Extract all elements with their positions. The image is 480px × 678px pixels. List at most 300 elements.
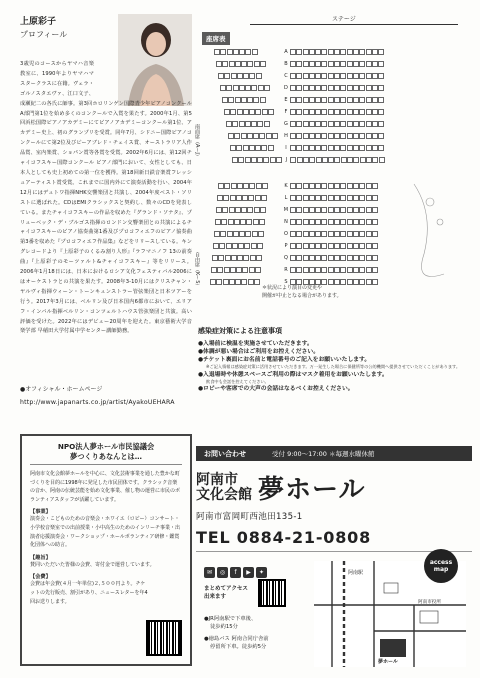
seat	[303, 157, 309, 163]
seat	[242, 195, 248, 201]
seat	[226, 243, 232, 249]
seat	[366, 255, 372, 261]
seat-row	[224, 108, 384, 115]
seat	[309, 49, 315, 55]
seat	[321, 195, 327, 201]
seat	[251, 157, 257, 163]
seat	[328, 183, 334, 189]
seat	[241, 133, 247, 139]
sns-qr-code[interactable]	[258, 579, 286, 607]
seat	[378, 85, 384, 91]
seat	[379, 157, 385, 163]
seat	[290, 157, 296, 163]
seat	[359, 61, 365, 67]
seat	[243, 183, 249, 189]
seat	[247, 207, 253, 213]
map-label-hall: 夢ホール	[378, 659, 398, 665]
seat	[290, 255, 296, 261]
seat	[378, 61, 384, 67]
seat	[264, 85, 270, 91]
seat	[347, 243, 353, 249]
seat	[372, 49, 378, 55]
seat-row	[216, 206, 378, 213]
sns-icons	[204, 567, 267, 578]
seat	[255, 145, 261, 151]
seat	[243, 73, 249, 79]
seat-row-label: B	[284, 60, 288, 67]
seat	[252, 231, 258, 237]
seat	[347, 61, 353, 67]
side-label-free: 自由席（K～S）	[194, 252, 200, 289]
seat	[296, 255, 302, 261]
seat	[236, 195, 242, 201]
seat	[256, 255, 262, 261]
seat	[378, 133, 384, 139]
seat	[309, 157, 315, 163]
seat	[347, 109, 353, 115]
npo-qr-code[interactable]	[146, 620, 182, 656]
seat	[321, 255, 327, 261]
seat	[255, 267, 261, 273]
hall-address: 阿南市富岡町西池田135-1	[196, 512, 303, 522]
instagram-icon[interactable]: ◎	[217, 567, 228, 578]
twitter-icon[interactable]: ✦	[256, 567, 267, 578]
seat	[249, 145, 255, 151]
seat	[309, 133, 315, 139]
seat	[359, 231, 365, 237]
seat	[321, 121, 327, 127]
seat-row	[230, 144, 384, 151]
seat	[353, 219, 359, 225]
seat	[290, 61, 296, 67]
seat	[233, 49, 239, 55]
stage-line	[250, 24, 458, 25]
seat	[334, 219, 340, 225]
seat	[353, 157, 359, 163]
seat	[245, 157, 251, 163]
seat	[328, 267, 334, 273]
seat-row	[214, 230, 378, 237]
seat	[296, 183, 302, 189]
seat	[359, 49, 365, 55]
seat	[328, 73, 334, 79]
seat	[353, 49, 359, 55]
seat	[347, 97, 353, 103]
notice-section	[198, 326, 474, 393]
seat	[237, 73, 243, 79]
seat	[303, 231, 309, 237]
seat	[276, 157, 282, 163]
seat	[246, 219, 252, 225]
seat-row-label: F	[284, 108, 288, 115]
map-label-station: 阿南駅	[348, 570, 364, 576]
access-map[interactable]	[314, 561, 466, 667]
seat	[359, 97, 365, 103]
seat	[215, 219, 221, 225]
seat	[230, 195, 236, 201]
seat	[347, 195, 353, 201]
seat	[372, 97, 378, 103]
seat	[231, 73, 237, 79]
seat	[258, 231, 264, 237]
seat	[303, 85, 309, 91]
seat	[290, 195, 296, 201]
seat	[315, 195, 321, 201]
seat	[321, 207, 327, 213]
seat	[230, 109, 236, 115]
seat	[328, 195, 334, 201]
seat	[315, 49, 321, 55]
seat	[248, 195, 254, 201]
seat	[359, 133, 365, 139]
seat	[322, 157, 328, 163]
seat	[296, 49, 302, 55]
seat	[268, 145, 274, 151]
seat	[334, 49, 340, 55]
seat	[262, 109, 268, 115]
seat	[296, 231, 302, 237]
seat	[334, 207, 340, 213]
seat	[249, 109, 255, 115]
seat	[328, 49, 334, 55]
seat	[372, 61, 378, 67]
seat	[372, 267, 378, 273]
seat-row	[213, 242, 378, 249]
seat	[224, 109, 230, 115]
seat	[372, 133, 378, 139]
seat	[309, 231, 315, 237]
seat	[290, 231, 296, 237]
seat	[263, 157, 269, 163]
seat	[303, 267, 309, 273]
seat-row-label: A	[284, 48, 288, 55]
seat	[353, 145, 359, 151]
seat	[353, 279, 359, 285]
seat	[334, 109, 340, 115]
seat	[296, 109, 302, 115]
seat	[297, 157, 303, 163]
seat	[290, 109, 296, 115]
seat	[290, 97, 296, 103]
seat-row	[220, 84, 384, 91]
seat	[210, 279, 216, 285]
facebook-icon[interactable]: f	[230, 567, 241, 578]
seat	[254, 207, 260, 213]
hall-phone[interactable]: TEL 0884-21-0808	[196, 528, 372, 547]
seat	[232, 157, 238, 163]
seat	[366, 157, 372, 163]
seat	[212, 255, 218, 261]
npo-section-heading: 【趣旨】	[30, 554, 51, 561]
seat	[347, 157, 353, 163]
seat	[359, 243, 365, 249]
seat	[229, 207, 235, 213]
seat	[309, 207, 315, 213]
seat	[264, 121, 270, 127]
seat-row	[211, 266, 378, 273]
seat	[353, 231, 359, 237]
seat	[244, 243, 250, 249]
seat	[226, 121, 232, 127]
contact-bar	[196, 446, 472, 461]
npo-business-text: 演奏会・こどものための音楽会・ホワイエ（ロビー）コンサート・小学校音楽室での出前授業・小中高生のためのインリーチ事業・出演者応援演奏会・ワークショップ・ホールボランティア研修・鑑賞化団体への助言。	[30, 516, 181, 549]
seat	[228, 133, 234, 139]
seat	[239, 85, 245, 91]
seat	[347, 207, 353, 213]
seat	[366, 121, 372, 127]
seat	[216, 279, 222, 285]
seat-row-label: K	[284, 182, 288, 189]
seat	[334, 195, 340, 201]
seat	[359, 279, 365, 285]
seat	[353, 267, 359, 273]
mail-icon[interactable]: ✉	[204, 567, 215, 578]
npo-box	[20, 434, 192, 666]
directions-bus: ●徳島バス 阿南合同庁舎前 停留所下車。徒歩約5分	[204, 636, 269, 650]
seat	[222, 97, 228, 103]
map-label-city: 阿南市役所	[418, 600, 441, 605]
seat	[372, 279, 378, 285]
seat	[347, 279, 353, 285]
homepage-url-link[interactable]: http://www.japanarts.co.jp/artist/AyakoUEHARA	[20, 399, 175, 406]
seat	[255, 109, 261, 115]
seat	[353, 255, 359, 261]
seat	[290, 267, 296, 273]
seat	[303, 195, 309, 201]
seat	[372, 121, 378, 127]
seat	[290, 183, 296, 189]
seat-row-label: I	[285, 144, 287, 151]
seat	[223, 279, 229, 285]
seat	[359, 207, 365, 213]
seat	[309, 73, 315, 79]
seat	[261, 195, 267, 201]
seat	[221, 219, 227, 225]
seat	[328, 97, 334, 103]
seat	[321, 109, 327, 115]
seat	[268, 109, 274, 115]
seat	[366, 61, 372, 67]
seat	[353, 73, 359, 79]
seat	[378, 109, 384, 115]
seat	[229, 279, 235, 285]
seat	[228, 219, 234, 225]
seat	[296, 219, 302, 225]
seat	[256, 183, 262, 189]
seat	[225, 255, 231, 261]
seat	[296, 73, 302, 79]
seat	[366, 279, 372, 285]
seat	[309, 97, 315, 103]
seat	[251, 85, 257, 91]
seat	[303, 255, 309, 261]
seat	[296, 121, 302, 127]
seat	[238, 157, 244, 163]
profile-heading: プロフィール	[20, 30, 68, 39]
seat	[222, 61, 228, 67]
seat	[347, 219, 353, 225]
seat-row-label: H	[284, 132, 288, 139]
seat	[321, 49, 327, 55]
seat	[334, 183, 340, 189]
seat	[309, 183, 315, 189]
seat	[340, 207, 346, 213]
seat	[372, 219, 378, 225]
seat	[216, 207, 222, 213]
seat	[378, 49, 384, 55]
seat	[372, 231, 378, 237]
seat	[340, 85, 346, 91]
seat	[347, 121, 353, 127]
seat-row-label: L	[284, 194, 288, 201]
seat-row-label: R	[284, 266, 288, 273]
seat	[245, 121, 251, 127]
seat	[261, 145, 267, 151]
seat	[232, 243, 238, 249]
seat	[328, 219, 334, 225]
seat-row-label: M	[283, 206, 289, 213]
seat-row-label: E	[284, 96, 288, 103]
notice-item: ●ロビーや客席での大声の会話はなるべくお控えください。	[198, 386, 354, 392]
seat	[340, 183, 346, 189]
seat	[229, 61, 235, 67]
seat-row-label: O	[284, 230, 288, 237]
seat	[217, 267, 223, 273]
seat	[340, 49, 346, 55]
seat	[242, 267, 248, 273]
seat	[340, 133, 346, 139]
seat	[309, 255, 315, 261]
youtube-icon[interactable]: ▶	[243, 567, 254, 578]
seat	[303, 219, 309, 225]
seat	[328, 85, 334, 91]
seat	[328, 121, 334, 127]
seat-row	[217, 194, 378, 201]
seat	[296, 145, 302, 151]
seat	[340, 195, 346, 201]
seat	[347, 49, 353, 55]
seat	[290, 133, 296, 139]
seat-row-label: J	[285, 156, 288, 163]
seat	[366, 243, 372, 249]
seat	[241, 97, 247, 103]
seat	[315, 243, 321, 249]
seat	[218, 255, 224, 261]
seat	[340, 121, 346, 127]
notice-item: ●入場前に検温を実施させていただきます。	[198, 341, 313, 347]
seat-chart	[194, 14, 470, 350]
seat	[217, 195, 223, 201]
seat	[236, 145, 242, 151]
seat	[296, 195, 302, 201]
seat	[315, 133, 321, 139]
seat	[309, 145, 315, 151]
seat	[372, 157, 378, 163]
seat	[321, 183, 327, 189]
seat	[303, 145, 309, 151]
seat	[249, 183, 255, 189]
seat	[347, 183, 353, 189]
seat	[366, 49, 372, 55]
seat	[347, 133, 353, 139]
seat	[303, 183, 309, 189]
npo-title: NPO法人夢ホール市民協議会 夢つくりあなんとは…	[30, 442, 182, 465]
seat-row-label: C	[284, 72, 288, 79]
seat	[257, 157, 263, 163]
notice-title: 感染症対策による注意事項	[198, 327, 282, 335]
seat	[378, 97, 384, 103]
seat-row	[215, 218, 378, 225]
seat	[334, 255, 340, 261]
seat	[353, 243, 359, 249]
seat-row-label: N	[284, 218, 288, 225]
seat	[321, 145, 327, 151]
hall-name: 阿南市 文化会館 夢ホール	[196, 469, 472, 506]
seat	[359, 195, 365, 201]
seat	[334, 243, 340, 249]
seat	[248, 279, 254, 285]
seat-chart-title: 座席表	[202, 32, 230, 45]
seat	[296, 85, 302, 91]
seat	[315, 183, 321, 189]
seat	[303, 133, 309, 139]
seat	[321, 85, 327, 91]
seat	[290, 243, 296, 249]
seat	[235, 207, 241, 213]
seat-row	[232, 156, 385, 163]
seat	[359, 85, 365, 91]
seat	[315, 85, 321, 91]
seat	[359, 183, 365, 189]
seat	[238, 243, 244, 249]
seat	[243, 255, 249, 261]
seat	[290, 73, 296, 79]
notice-item: ●チケット裏面にお名前と電話番号のご記入をお願いいたします。 ※ご記入情報は感染症対策に活用させていただきます。万一発生した場合に保健所等の公的機関へ提供させていただくことがあります。	[198, 357, 461, 369]
seat	[257, 121, 263, 127]
seat	[321, 243, 327, 249]
side-label-front: 南面席（A～J）	[194, 124, 200, 159]
seat	[290, 219, 296, 225]
seat	[340, 145, 346, 151]
seat	[256, 73, 262, 79]
seat	[353, 121, 359, 127]
seat	[223, 195, 229, 201]
seat	[309, 61, 315, 67]
seat	[251, 121, 257, 127]
seat	[257, 243, 263, 249]
access-section	[196, 555, 472, 669]
npo-fee-text: 会費は年会費(４月一年単位)２,５００円より。チケットの先行販売、割引があり、ニュースレターを年4回お送りします。	[30, 581, 148, 605]
seat	[309, 195, 315, 201]
seat	[232, 121, 238, 127]
seat	[290, 207, 296, 213]
seat	[227, 49, 233, 55]
seat	[328, 61, 334, 67]
seat	[236, 267, 242, 273]
seat	[340, 243, 346, 249]
seat	[328, 109, 334, 115]
seat	[247, 133, 253, 139]
seat-note: ＊状況により演目の変更や 開催が中止となる場合があります。	[262, 285, 342, 299]
seat	[315, 61, 321, 67]
seat	[321, 61, 327, 67]
seat	[315, 207, 321, 213]
seat	[231, 255, 237, 261]
seat	[237, 255, 243, 261]
seat	[216, 61, 222, 67]
seat	[233, 85, 239, 91]
seat	[366, 109, 372, 115]
